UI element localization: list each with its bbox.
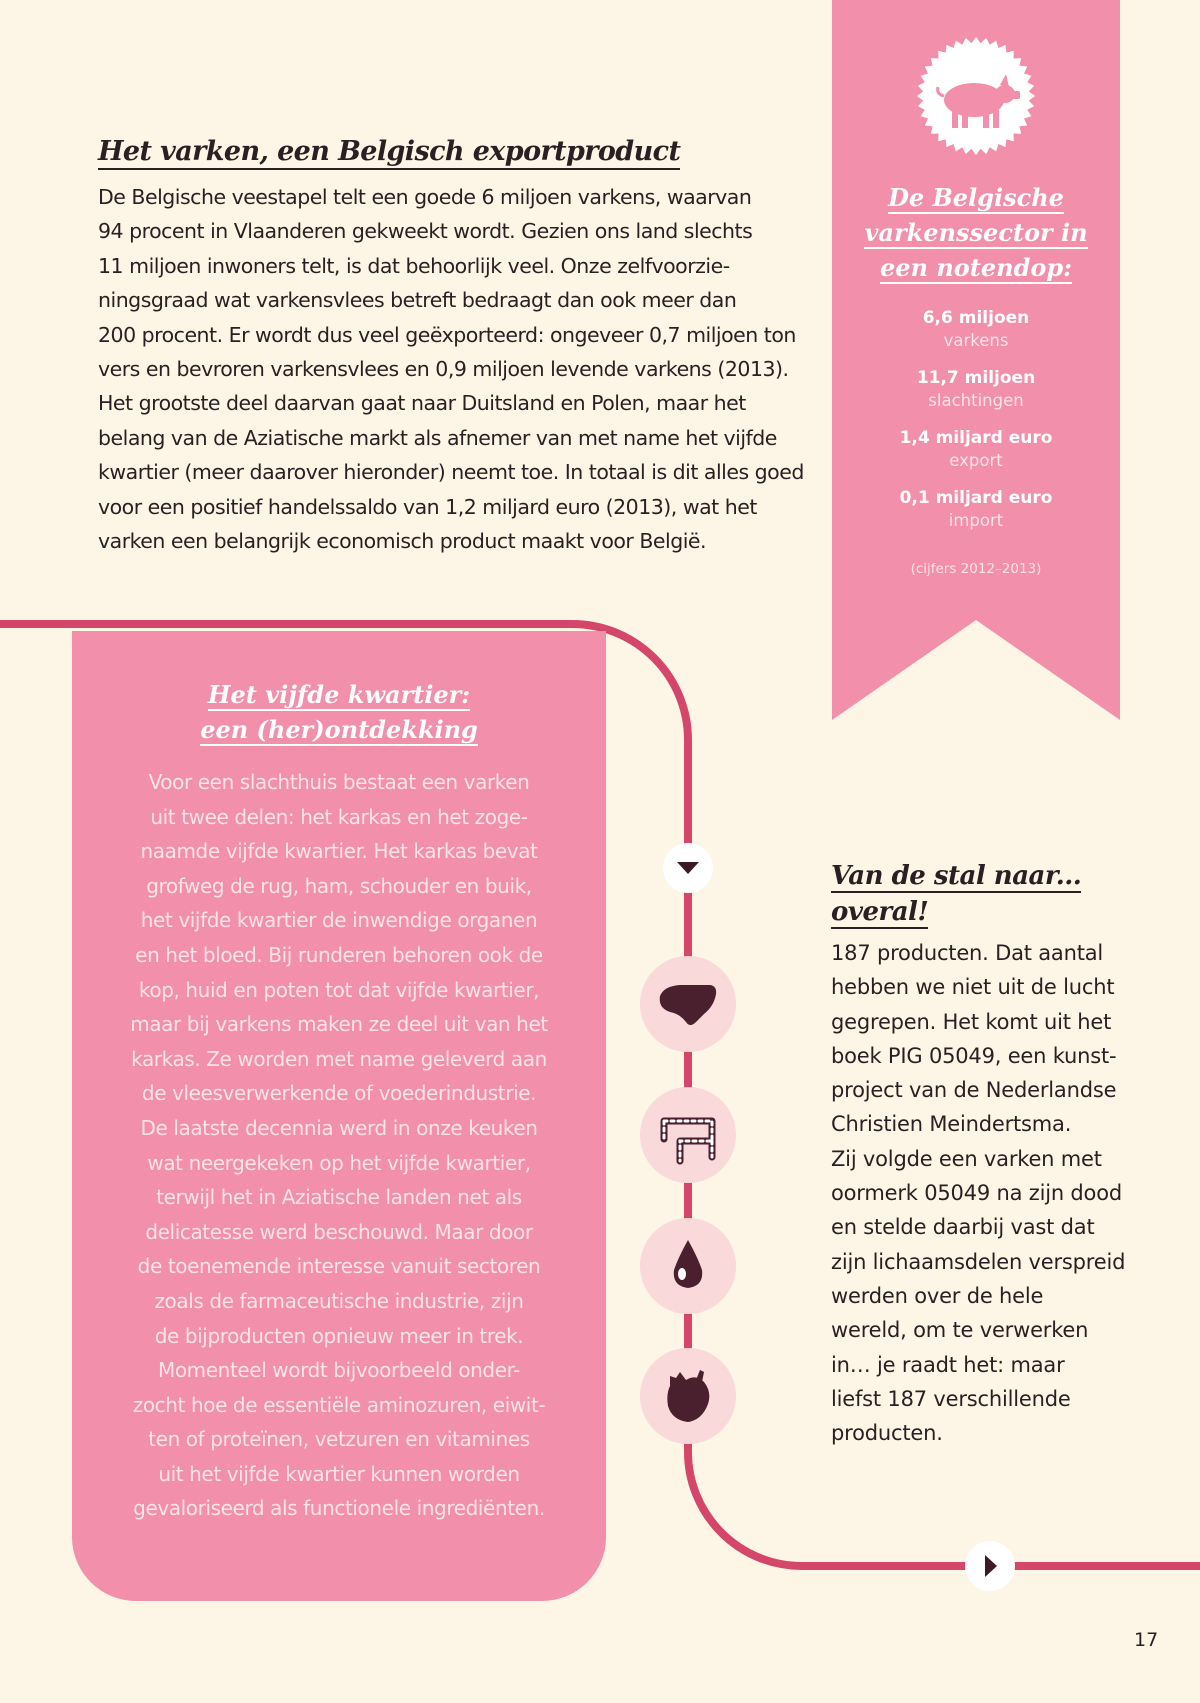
ribbon-title-line: De Belgische — [888, 183, 1064, 212]
stal-line: werden over de hele — [831, 1283, 1044, 1308]
ribbon-title — [840, 180, 1112, 285]
kwartier-line: uit het vijfde kwartier kunnen worden — [158, 1461, 520, 1486]
kwartier-line: maar bij varkens maken ze deel uit van het — [130, 1012, 548, 1037]
kwartier-line: De laatste decennia werd in onze keuken — [140, 1115, 538, 1140]
kwartier-line: Voor een slachthuis bestaat een varken — [148, 770, 530, 794]
kwartier-line: naamde vijfde kwartier. Het karkas bevat — [140, 839, 538, 864]
stal-line: wereld, om te verwerken — [831, 1318, 1089, 1343]
kwartier-line: Momenteel wordt bijvoorbeeld onder- — [157, 1358, 520, 1383]
kwartier-line: uit twee delen: het karkas en het zoge- — [150, 804, 528, 829]
intestine-icon — [640, 1087, 736, 1183]
intro-line: 94 procent in Vlaanderen gekweekt wordt. Gezien ons land slechts — [98, 219, 753, 244]
arrow-right-icon — [965, 1541, 1015, 1591]
intro-line: belang van de Aziatische markt als afnemer van met name het vijfde — [98, 425, 777, 450]
stal-line: boek PIG 05049, een kunst- — [831, 1043, 1117, 1068]
kwartier-line: delicatesse werd beschouwd. Maar door — [145, 1219, 533, 1244]
page-number: 17 — [1134, 1629, 1159, 1651]
intro-line: Het grootste deel daarvan gaat naar Duitsland en Polen, maar het — [98, 391, 746, 416]
stat-label: varkens — [943, 331, 1009, 350]
intro-line: kwartier (meer daarover hieronder) neemt toe. In totaal is dit alles goed — [98, 460, 804, 485]
stat-label: export — [949, 451, 1003, 470]
heart-icon — [640, 1348, 736, 1444]
ribbon-note: (cijfers 2012–2013) — [910, 561, 1042, 577]
kwartier-line: ten of proteïnen, vetzuren en vitamines — [148, 1427, 530, 1452]
liver-icon — [640, 956, 736, 1052]
intro-line: 200 procent. Er wordt dus veel geëxporteerd: ongeveer 0,7 miljoen ton — [98, 322, 796, 347]
kwartier-body — [72, 765, 606, 1526]
kwartier-line: kop, huid en poten tot dat vijfde kwartier, — [138, 977, 540, 1002]
stal-line: gegrepen. Het komt uit het — [831, 1009, 1112, 1034]
kwartier-line: wat neergekeken op het vijfde kwartier, — [147, 1150, 531, 1175]
kwartier-line: gevaloriseerd als functionele ingrediënten. — [133, 1496, 545, 1521]
stat-value: 11,7 miljoen — [916, 368, 1036, 388]
ribbon-stats — [840, 306, 1112, 546]
kwartier-line: zocht hoe de essentiële aminozuren, eiwit- — [132, 1392, 546, 1417]
stal-line: hebben we niet uit de lucht — [831, 975, 1115, 1000]
kwartier-title-line: een (her)ontdekking — [200, 715, 478, 744]
stat-value: 6,6 miljoen — [922, 308, 1030, 328]
kwartier-line: zoals de farmaceutische industrie, zijn — [154, 1288, 524, 1313]
stal-body — [831, 936, 1131, 1450]
ribbon-title-line: een notendop: — [879, 253, 1073, 282]
intro-body — [98, 180, 804, 558]
stal-line: Zij volgde een varken met — [831, 1146, 1102, 1171]
stal-line: zijn lichaamsdelen verspreid — [831, 1249, 1126, 1274]
kwartier-line: karkas. Ze worden met name geleverd aan — [131, 1046, 547, 1071]
stat-value: 1,4 miljard euro — [899, 428, 1053, 448]
kwartier-line: en het bloed. Bij runderen behoren ook de — [135, 942, 543, 967]
intro-line: vers en bevroren varkensvlees en 0,9 miljoen levende varkens (2013). — [98, 357, 789, 382]
kwartier-line: terwijl het in Aziatische landen net als — [156, 1185, 522, 1210]
kwartier-line: de bijproducten opnieuw meer in trek. — [154, 1323, 524, 1348]
stal-line: en stelde daarbij vast dat — [831, 1215, 1095, 1240]
arrow-down-icon — [663, 843, 713, 893]
stal-title — [831, 858, 1081, 930]
kwartier-line: grofweg de rug, ham, schouder en buik, — [146, 873, 532, 898]
ribbon-title-line: varkenssector in — [864, 218, 1088, 247]
stal-line: oormerk 05049 na zijn dood — [831, 1181, 1122, 1206]
pig-icon — [916, 36, 1036, 156]
kwartier-line: de toenemende interesse vanuit sectoren — [137, 1254, 541, 1279]
intro-line: varken een belangrijk economisch product maakt voor België. — [98, 529, 707, 554]
intro-line: 11 miljoen inwoners telt, is dat behoorlijk veel. Onze zelfvoorzie- — [98, 253, 730, 278]
intro-line: voor een positief handelssaldo van 1,2 miljard euro (2013), wat het — [98, 494, 757, 519]
stal-line: producten. — [831, 1421, 943, 1446]
stal-line: project van de Nederlandse — [831, 1078, 1117, 1103]
stal-line: Christien Meindertsma. — [831, 1112, 1072, 1137]
stal-line: in… je raadt het: maar — [831, 1352, 1065, 1377]
kwartier-title — [72, 677, 606, 747]
stal-title-line: Van de stal naar... — [831, 861, 1082, 891]
stat-label: slachtingen — [928, 391, 1024, 410]
kwartier-line: het vijfde kwartier de inwendige organen — [140, 908, 538, 933]
intro-title: Het varken, een Belgisch exportproduct — [98, 136, 680, 170]
intro-line: ningsgraad wat varkensvlees betreft bedraagt dan ook meer dan — [98, 288, 737, 313]
stal-title-line: overal! — [831, 897, 929, 927]
blood-drop-icon — [640, 1218, 736, 1314]
stat-label: import — [948, 511, 1004, 530]
stal-line: 187 producten. Dat aantal — [831, 941, 1104, 965]
stal-line: liefst 187 verschillende — [831, 1386, 1071, 1411]
kwartier-title-line: Het vijfde kwartier: — [207, 680, 471, 709]
stat-value: 0,1 miljard euro — [899, 488, 1053, 508]
kwartier-line: de vleesverwerkende of voederindustrie. — [141, 1081, 537, 1106]
intro-line: De Belgische veestapel telt een goede 6 miljoen varkens, waarvan — [98, 185, 752, 209]
